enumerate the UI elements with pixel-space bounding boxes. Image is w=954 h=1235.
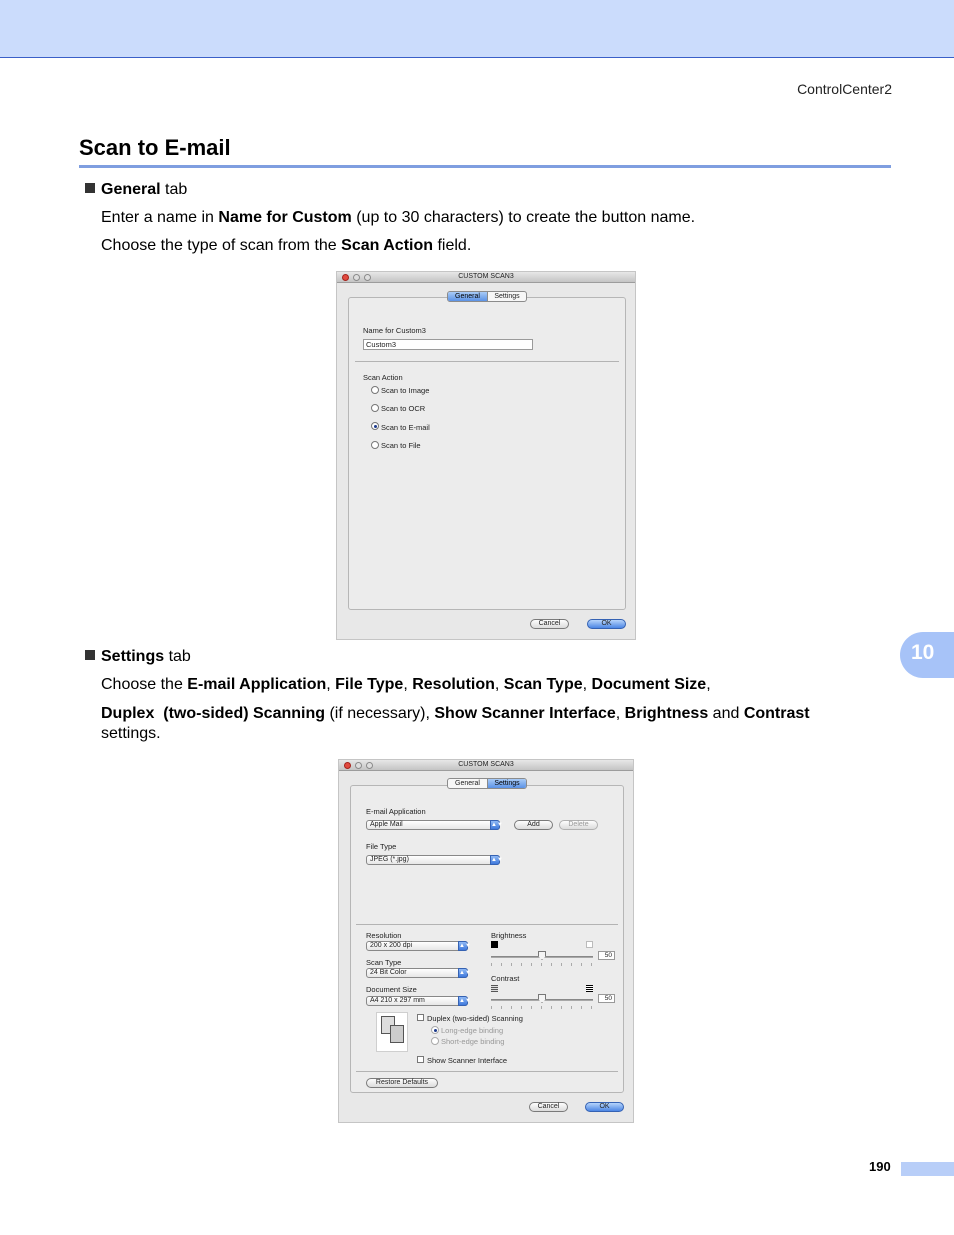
- brightness-light-icon: [586, 941, 593, 948]
- name-input[interactable]: Custom3: [363, 339, 533, 350]
- dialog-title: CUSTOM SCAN3: [458, 273, 514, 280]
- resolution-label: Resolution: [366, 931, 402, 940]
- ok-button[interactable]: OK: [587, 619, 626, 629]
- select-arrows-icon: ▲▼: [491, 822, 503, 828]
- bullet-square-icon: [85, 183, 95, 193]
- cancel-button[interactable]: Cancel: [530, 619, 569, 629]
- cancel-button[interactable]: Cancel: [529, 1102, 568, 1112]
- select-arrows-icon: ▲▼: [459, 970, 471, 976]
- divider: [356, 1071, 618, 1072]
- duplex-document-icon: [376, 1012, 408, 1052]
- settings-line-2: Duplex (two-sided) Scanning (if necessary), Show Scanner Interface, Brightness and Contrast: [101, 705, 810, 722]
- scan-type-select[interactable]: 24 Bit Color ▲▼: [366, 968, 468, 978]
- select-arrows-icon: ▲▼: [459, 998, 471, 1004]
- tab-settings[interactable]: Settings: [487, 779, 526, 788]
- file-type-select[interactable]: JPEG (*.jpg) ▲▼: [366, 855, 500, 865]
- contrast-label: Contrast: [491, 974, 520, 983]
- delete-button[interactable]: Delete: [559, 820, 598, 830]
- radio-long-edge[interactable]: [431, 1026, 439, 1034]
- radio-scan-to-email[interactable]: [371, 422, 379, 430]
- scan-type-label: Scan Type: [366, 958, 402, 967]
- restore-defaults-button[interactable]: Restore Defaults: [366, 1078, 438, 1088]
- section-title: Scan to E-mail: [79, 135, 231, 160]
- radio-scan-to-image[interactable]: [371, 386, 379, 394]
- duplex-checkbox[interactable]: [417, 1014, 424, 1021]
- general-line-1: Enter a name in Name for Custom (up to 30 characters) to create the button name.: [101, 209, 696, 226]
- short-edge-label: Short-edge binding: [441, 1037, 505, 1046]
- show-scanner-interface-checkbox[interactable]: [417, 1056, 424, 1063]
- divider: [355, 361, 619, 362]
- file-type-label: File Type: [366, 842, 397, 851]
- settings-tab-bullet: Settings tab: [85, 647, 191, 667]
- document-size-select[interactable]: A4 210 x 297 mm ▲▼: [366, 996, 468, 1006]
- tab-general[interactable]: General: [448, 292, 487, 301]
- duplex-label: Duplex (two-sided) Scanning: [427, 1014, 523, 1023]
- brightness-ticks: [491, 963, 593, 966]
- tab-general[interactable]: General: [455, 780, 480, 787]
- select-arrows-icon: ▲▼: [491, 857, 503, 863]
- resolution-select[interactable]: 200 x 200 dpi ▲▼: [366, 941, 468, 951]
- email-app-label: E-mail Application: [366, 807, 426, 816]
- brightness-label: Brightness: [491, 931, 527, 940]
- scan-action-label: Scan Action: [363, 373, 403, 382]
- show-interface-label: Show Scanner Interface: [427, 1056, 508, 1065]
- add-button[interactable]: Add: [514, 820, 553, 830]
- dialog-titlebar: [337, 272, 635, 283]
- custom-scan-dialog-settings: [338, 759, 634, 1123]
- contrast-value[interactable]: 50: [598, 994, 615, 1003]
- contrast-low-icon: [491, 985, 498, 992]
- tab-bar: [447, 291, 527, 302]
- top-header-band: [0, 0, 954, 58]
- tab-bar: [447, 778, 527, 789]
- radio-label: Scan to E-mail: [381, 423, 430, 432]
- custom-scan-dialog-general: [336, 271, 636, 640]
- brightness-dark-icon: [491, 941, 498, 948]
- tab-settings[interactable]: Settings: [487, 292, 526, 301]
- radio-label: Scan to File: [381, 441, 421, 450]
- divider: [356, 924, 618, 925]
- radio-scan-to-file[interactable]: [371, 441, 379, 449]
- general-tab-bullet: General tab: [85, 180, 187, 200]
- settings-line-3: settings.: [101, 725, 161, 742]
- document-size-label: Document Size: [366, 985, 417, 994]
- general-line-2: Choose the type of scan from the Scan Action field.: [101, 237, 472, 254]
- radio-scan-to-ocr[interactable]: [371, 404, 379, 412]
- page-number-bar: [901, 1162, 954, 1176]
- settings-line-1: Choose the E-mail Application, File Type, Resolution, Scan Type, Document Size,: [101, 676, 711, 693]
- radio-short-edge[interactable]: [431, 1037, 439, 1045]
- long-edge-label: Long-edge binding: [441, 1026, 504, 1035]
- name-label: Name for Custom3: [363, 326, 426, 335]
- page-number: 190: [869, 1159, 891, 1174]
- email-app-select[interactable]: Apple Mail ▲▼: [366, 820, 500, 830]
- dialog-title: CUSTOM SCAN3: [458, 761, 514, 768]
- radio-label: Scan to Image: [381, 386, 430, 395]
- ok-button[interactable]: OK: [585, 1102, 624, 1112]
- contrast-ticks: [491, 1006, 593, 1009]
- dialog-titlebar: [339, 760, 633, 771]
- title-underline: [79, 165, 891, 168]
- contrast-high-icon: [586, 985, 593, 992]
- chapter-header: ControlCenter2: [797, 81, 892, 97]
- bullet-square-icon: [85, 650, 95, 660]
- radio-label: Scan to OCR: [381, 404, 426, 413]
- brightness-value[interactable]: 50: [598, 951, 615, 960]
- chapter-tab: 10: [900, 632, 954, 678]
- select-arrows-icon: ▲▼: [459, 943, 471, 949]
